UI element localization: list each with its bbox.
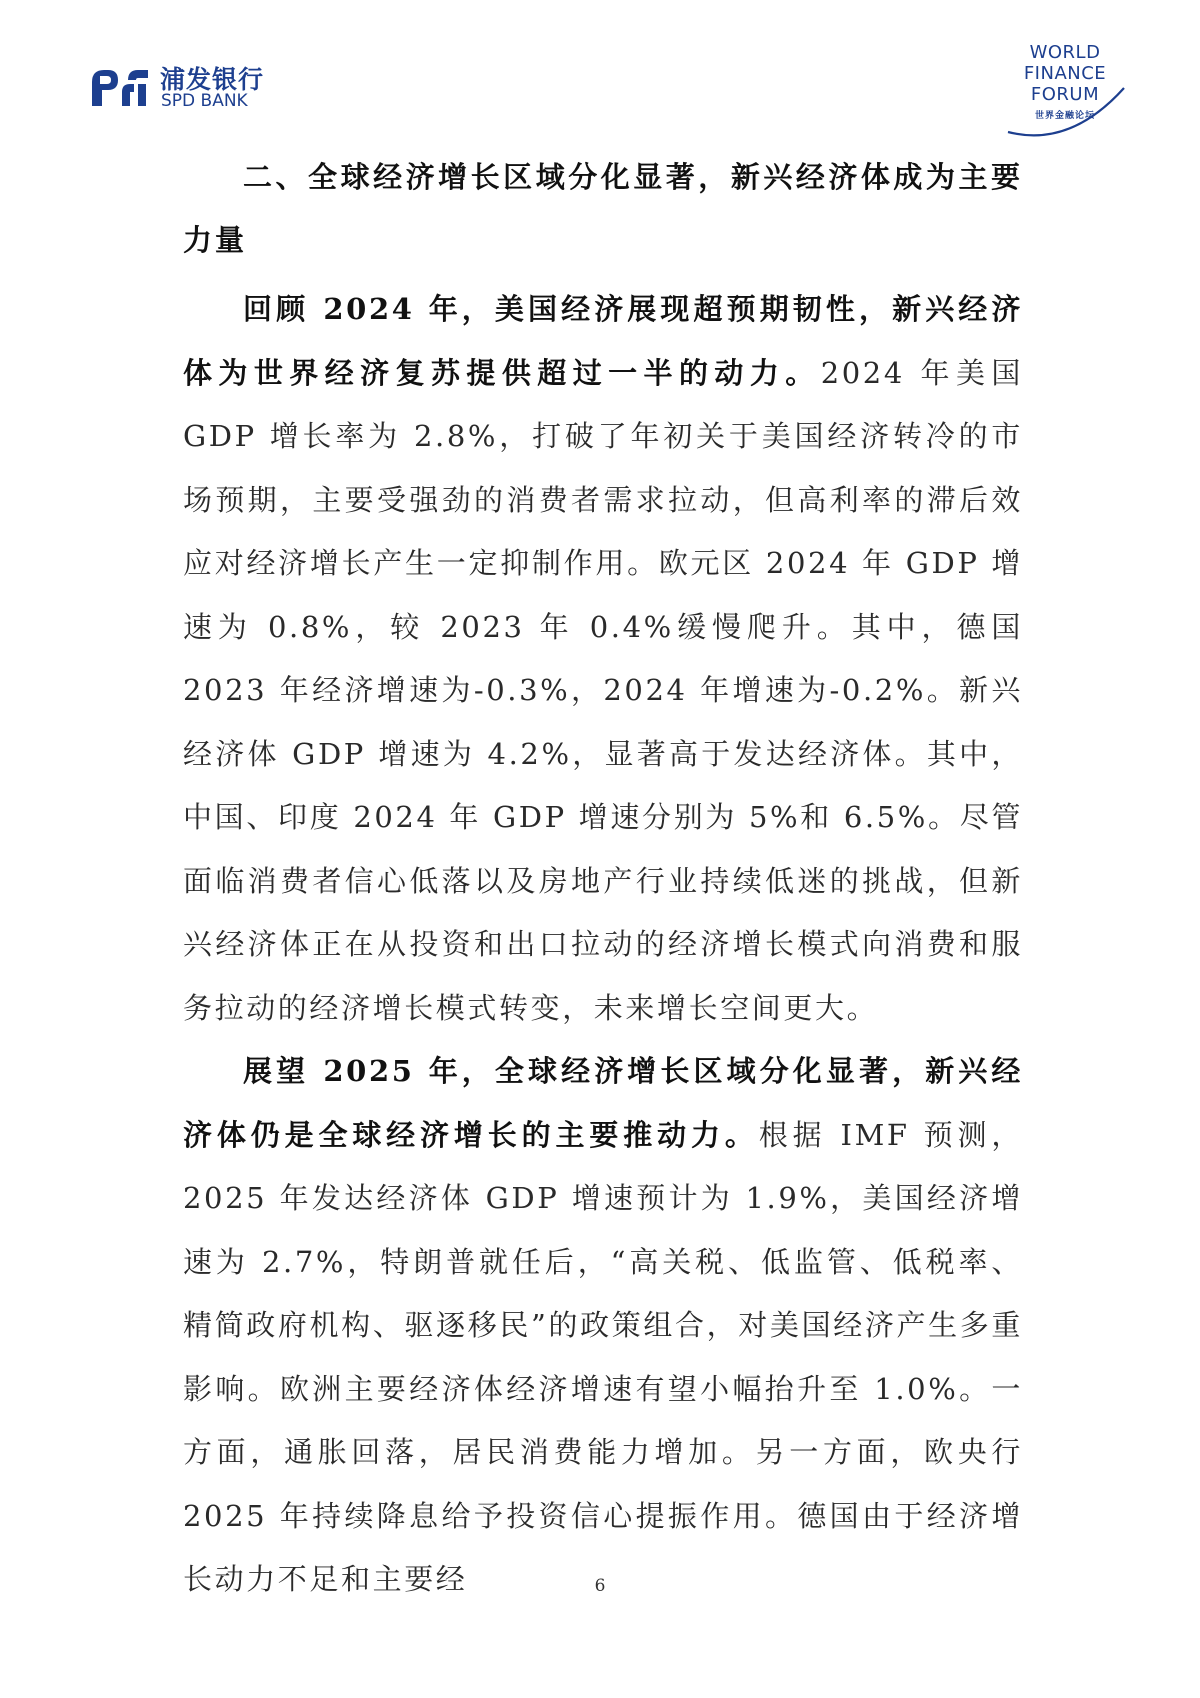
wff-name-cn: 世界金融论坛 — [1034, 111, 1095, 121]
page-number: 6 — [594, 1576, 606, 1596]
wff-line-forum: FORUM — [1030, 84, 1100, 105]
wff-swoosh-icon — [1000, 80, 1130, 140]
paragraph-body: 根据 IMF 预测，2025 年发达经济体 GDP 增速预计为 1.9%，美国经济增速为 2.7%，特朗普就任后，“高关税、低监管、低税率、精简政府机构、驱逐移民”的政策组合，对美国经济产生多重影响。欧洲主要经济体经济增速有望小幅抬升至 1.0%。一方面，通胀回落，居民消费能力增加。另一方面，欧央行 2025 年持续降息给予投资信心提振作用。德国由于经济增长动力不足和主要经 — [183, 1117, 1023, 1596]
section-title: 二、全球经济增长区域分化显著，新兴经济体成为主要力量 — [183, 160, 1023, 257]
wff-line-world: WORLD — [1029, 42, 1101, 63]
spd-bank-name-en: SPD BANK — [161, 91, 248, 111]
spd-bank-logo — [88, 58, 268, 116]
spd-bank-emblem-icon — [88, 62, 152, 112]
spd-bank-name-cn: 浦发银行 — [160, 65, 265, 94]
wff-line-finance: FINANCE — [1023, 63, 1107, 84]
document-body — [183, 146, 1023, 1612]
paragraph-lead: 展望 2025 年，全球经济增长区域分化显著，新兴经济体仍是全球经济增长的主要推动力。 — [183, 1054, 1023, 1152]
paragraph-lead: 回顾 2024 年，美国经济展现超预期韧性，新兴经济体为世界经济复苏提供超过一半的动力。 — [183, 292, 1023, 390]
paragraph-outlook-2025 — [183, 1040, 1023, 1612]
paragraph-review-2024 — [183, 278, 1023, 1040]
world-finance-forum-logo — [1000, 40, 1130, 140]
paragraph-body: 2024 年美国 GDP 增长率为 2.8%，打破了年初关于美国经济转冷的市场预期，主要受强劲的消费者需求拉动，但高利率的滞后效应对经济增长产生一定抑制作用。欧元区 2024 年 GDP 增速为 0.8%，较 2023 年 0.4%缓慢爬升。其中，德国 2023 年经济增速为-0.3%，2024 年增速为-0.2%。新兴经济体 GDP 增速为 4.2%，显著高于发达经济体。其中，中国、印度 2024 年 GDP 增速分别为 5%和 6.5%。尽管面临消费者信心低落以及房地产行业持续低迷的挑战，但新兴经济体正在从投资和出口拉动的经济增长模式向消费和服务拉动的经济增长模式转变，未来增长空间更大。 — [183, 355, 1023, 1025]
